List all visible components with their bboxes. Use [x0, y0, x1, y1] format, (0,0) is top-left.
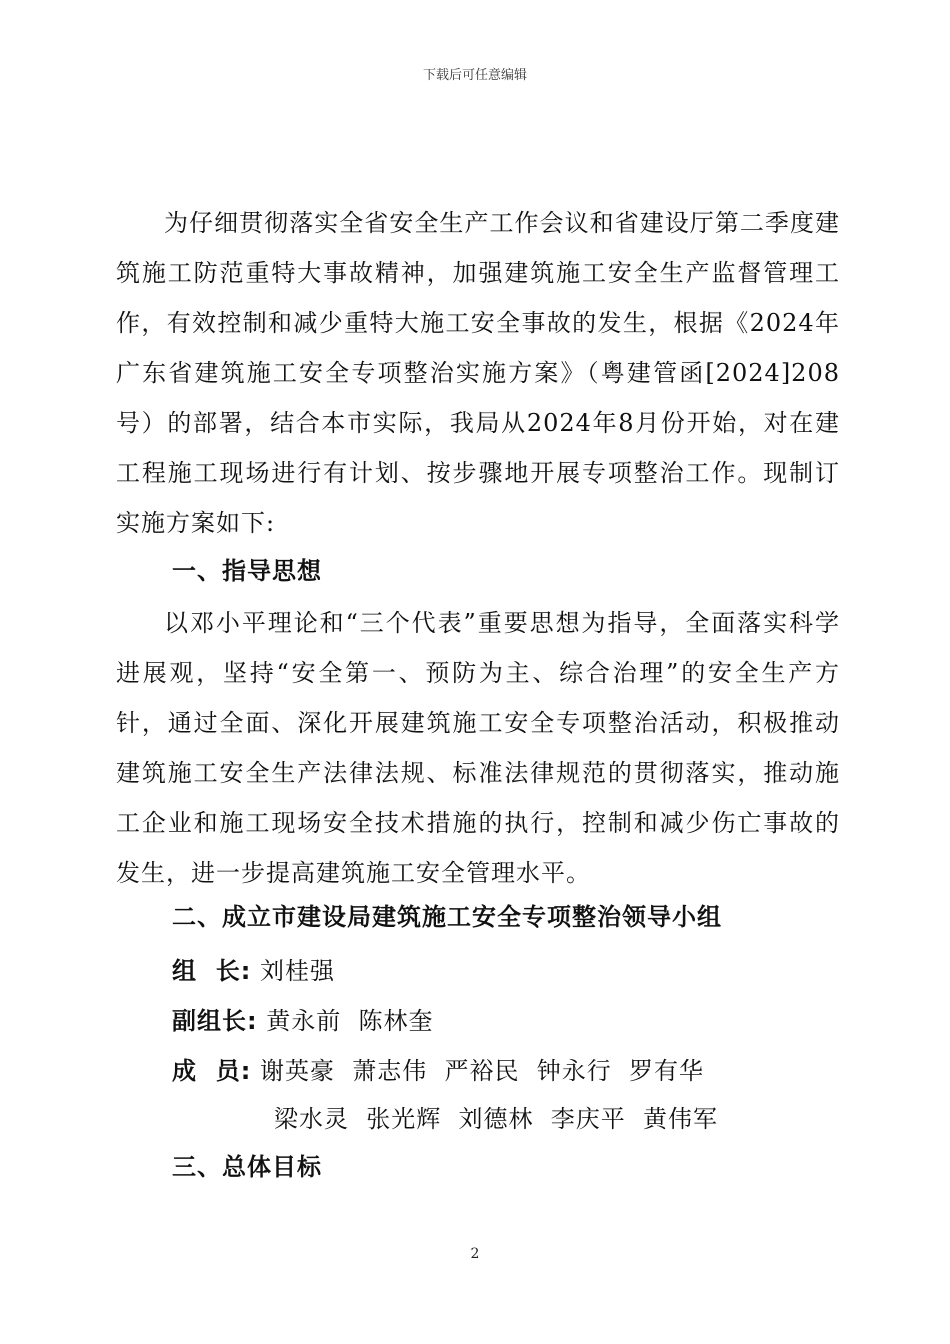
guiding-paragraph — [116, 598, 840, 898]
members-names-line-2: 梁水灵 张光辉 刘德林 李庆平 黄伟军 — [274, 1105, 719, 1133]
deputy-leader-row — [172, 996, 434, 1046]
page-number: 2 — [470, 1246, 480, 1262]
deputy-leader-label: 副组长: — [172, 1007, 258, 1035]
deputy-leader-names: 黄永前 陈林奎 — [266, 1007, 434, 1035]
header-note: 下载后可任意编辑 — [422, 68, 527, 83]
section-heading-overall-goals: 三、总体目标 — [172, 1153, 322, 1181]
section-heading-leadership-group: 二、成立市建设局建筑施工安全专项整治领导小组 — [172, 903, 722, 931]
team-leader-label: 组 长: — [172, 957, 252, 985]
team-leader-names: 刘桂强 — [259, 957, 335, 985]
team-leader-row — [172, 946, 335, 996]
intro-paragraph-text: 为仔细贯彻落实全省安全生产工作会议和省建设厅第二季度建筑施工防范重特大事故精神，加强建筑施工安全生产监督管理工作，有效控制和减少重特大施工安全事故的发生，根据《2024年广东省建筑施工安全专项整治实施方案》（粤建管函[2024]208号）的部署，结合本市实际，我局从2024年8月份开始，对在建工程施工现场进行有计划、按步骤地开展专项整治工作。现制订实施方案如下: — [116, 209, 840, 537]
members-label: 成 员: — [172, 1057, 252, 1085]
guiding-paragraph-text: 以邓小平理论和“三个代表”重要思想为指导，全面落实科学进展观，坚持“安全第一、预防为主、综合治理”的安全生产方针，通过全面、深化开展建筑施工安全专项整治活动，积极推动建筑施工安全生产法律法规、标准法律规范的贯彻落实，推动施工企业和施工现场安全技术措施的执行，控制和减少伤亡事故的发生，进一步提高建筑施工安全管理水平。 — [116, 609, 840, 887]
members-names-line-1: 谢英豪 萧志伟 严裕民 钟永行 罗有华 — [259, 1057, 704, 1085]
section-heading-guiding-ideology: 一、指导思想 — [172, 557, 322, 585]
members-row-continued — [274, 1094, 718, 1144]
intro-paragraph — [116, 198, 840, 548]
members-row — [172, 1046, 704, 1096]
